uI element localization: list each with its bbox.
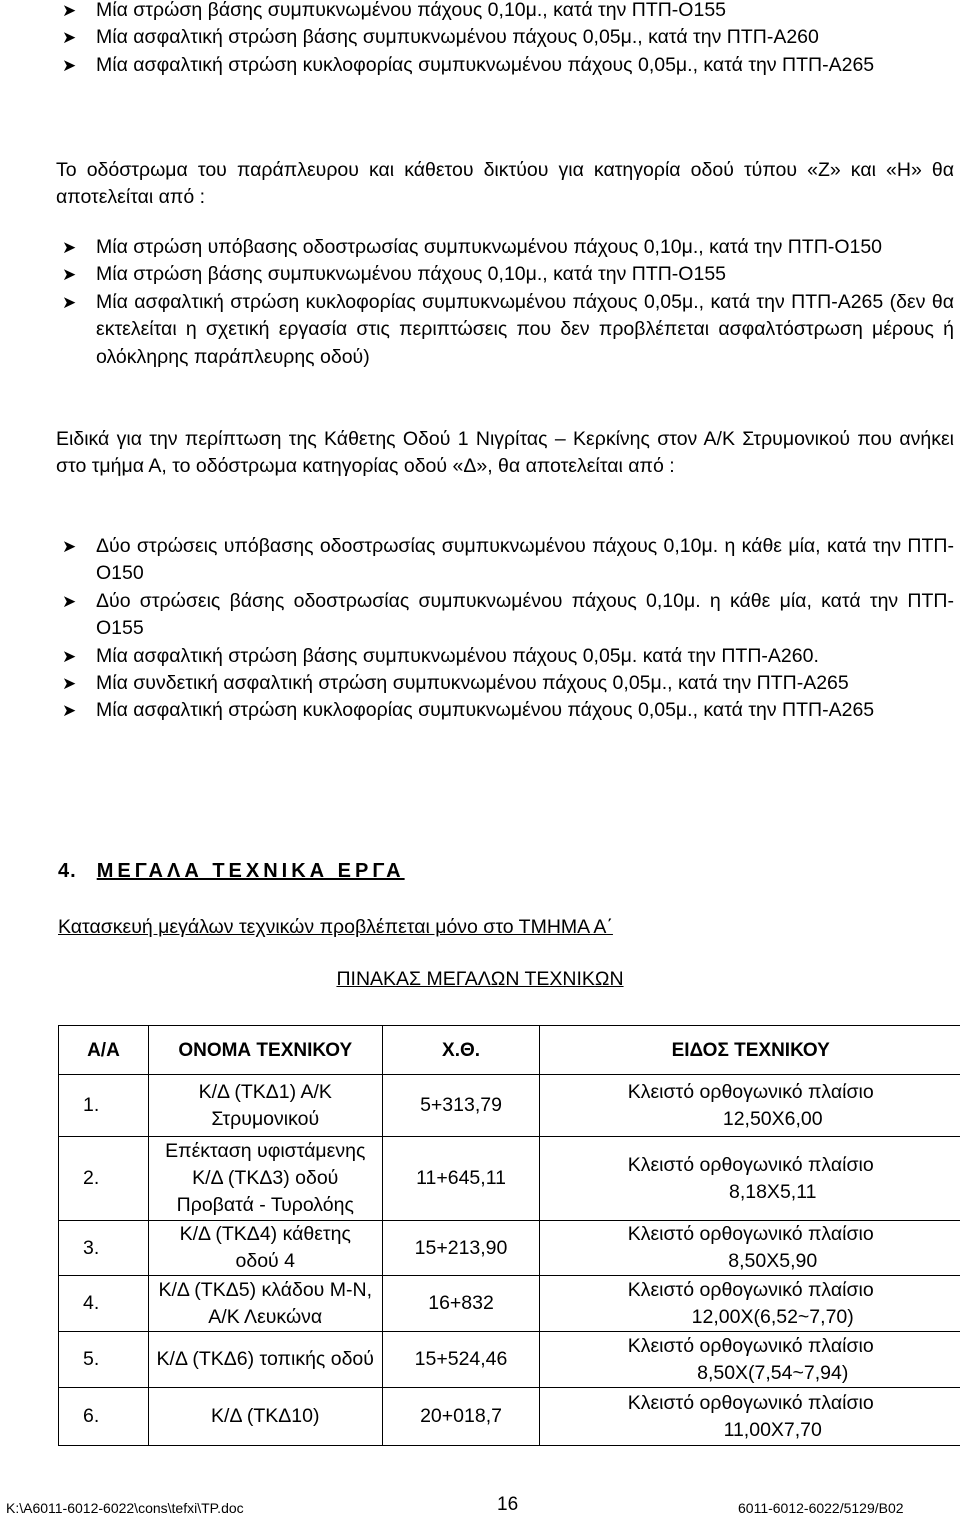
arrow-bullet-icon: ➤ [62,55,77,75]
bullet-list-2 [0,234,960,371]
paragraph-delta: Ειδικά για την περίπτωση της Κάθετης Οδού 1 Νιγρίτας – Κερκίνης στον Α/Κ Στρυμονικού που ανήκει στο τμήμα Α, το οδόστρωμα κατηγορίας οδού «Δ», θα αποτελείται από : [56,428,954,478]
cell-chainage: 15+213,90 [382,1221,540,1276]
cell-aa: 6. [59,1388,149,1446]
arrow-bullet-icon: ➤ [62,537,77,556]
cell-name: Κ/Δ (ΤΚΔ10) [148,1388,382,1446]
bullet-list-1 [0,0,960,79]
table-row [59,1332,960,1388]
list-item: ➤ Μία ασφαλτική στρώση βάσης συμπυκνωμένου πάχους 0,05μ. κατά την ΠΤΠ-Α260. [0,643,960,670]
arrow-bullet-icon: ➤ [62,292,77,312]
cell-name: Κ/Δ (ΤΚΔ5) κλάδου Μ-Ν, Α/Κ Λευκώνα [148,1276,382,1332]
section-title: ΜΕΓΑΛΑ ΤΕΧΝΙΚΑ ΕΡΓΑ [96,860,405,882]
cell-aa: 1. [59,1075,149,1137]
section-number: 4. [58,860,77,882]
list-item: ➤ Μία συνδετική ασφαλτική στρώση συμπυκνωμένου πάχους 0,05μ., κατά την ΠΤΠ-Α265 [0,670,960,697]
cell-chainage: 20+018,7 [382,1388,540,1446]
list-item: ➤ Δύο στρώσεις υπόβασης οδοστρωσίας συμπυκνωμένου πάχους 0,10μ. η κάθε μία, κατά την ΠΤΠ-Ο150 [62,535,954,585]
table-row [59,1221,960,1276]
cell-chainage: 11+645,11 [382,1137,540,1221]
cell-name: Κ/Δ (ΤΚΔ4) κάθετης οδού 4 [148,1221,382,1276]
cell-chainage: 5+313,79 [382,1075,540,1137]
table-header-row [59,1026,960,1075]
section-subtitle: Κατασκευή μεγάλων τεχνικών προβλέπεται μόνο στο ΤΜΗΜΑ Α΄ [58,916,613,938]
cell-type: Κλειστό ορθογωνικό πλαίσιο 8,50Χ(7,54~7,94) [540,1332,960,1388]
cell-name: Επέκταση υφιστάμενης Κ/Δ (ΤΚΔ3) οδού Προβατά - Τυρολόης [148,1137,382,1221]
section-heading [58,860,405,883]
arrow-bullet-icon: ➤ [62,265,77,285]
cell-name: Κ/Δ (ΤΚΔ6) τοπικής οδού [148,1332,382,1388]
cell-chainage: 15+524,46 [382,1332,540,1388]
list-item: ➤ Μία ασφαλτική στρώση βάσης συμπυκνωμένου πάχους 0,05μ., κατά την ΠΤΠ-Α260 [0,24,960,51]
cell-type: Κλειστό ορθογωνικό πλαίσιο 8,50Χ5,90 [540,1221,960,1276]
list-item: ➤ Μία στρώση βάσης συμπυκνωμένου πάχους 0,10μ., κατά την ΠΤΠ-Ο155 [0,261,960,288]
footer-file-path: K:\A6011-6012-6022\cons\tefxi\TP.doc [6,1500,244,1516]
cell-aa: 3. [59,1221,149,1276]
cell-name: Κ/Δ (ΤΚΔ1) Α/Κ Στρυμονικού [148,1075,382,1137]
arrow-bullet-icon: ➤ [62,28,77,48]
arrow-bullet-icon: ➤ [62,701,77,721]
table-row [59,1137,960,1221]
arrow-bullet-icon: ➤ [62,1,77,20]
paragraph-zh: Το οδόστρωμα του παράπλευρου και κάθετου δικτύου για κατηγορία οδού τύπου «Ζ» και «Η» θα αποτελείται από : [56,159,954,209]
technical-works-table [58,1025,960,1446]
footer-page-number: 16 [497,1494,519,1515]
list-item: ➤ Μία στρώση υπόβασης οδοστρωσίας συμπυκνωμένου πάχους 0,10μ., κατά την ΠΤΠ-Ο150 [0,234,960,261]
list-item: ➤ Μία ασφαλτική στρώση κυκλοφορίας συμπυκνωμένου πάχους 0,05μ., κατά την ΠΤΠ-Α265 (δεν θα εκτελείται η σχετική εργασία στις περιπτώσεις που δεν προβλέπεται ασφαλτόστρωση μέρους ή ολόκληρης παράπλευρης οδού) [62,290,954,368]
arrow-bullet-icon: ➤ [62,591,77,611]
column-header: ΟΝΟΜΑ ΤΕΧΝΙΚΟΥ [148,1026,382,1075]
list-item: ➤ Μία στρώση βάσης συμπυκνωμένου πάχους 0,10μ., κατά την ΠΤΠ-Ο155 [0,0,960,24]
arrow-bullet-icon: ➤ [62,238,77,257]
table-row [59,1276,960,1332]
arrow-bullet-icon: ➤ [62,674,77,694]
cell-type: Κλειστό ορθογωνικό πλαίσιο 12,50Χ6,00 [540,1075,960,1137]
column-header: Α/Α [59,1026,149,1075]
cell-aa: 2. [59,1137,149,1221]
cell-type: Κλειστό ορθογωνικό πλαίσιο 8,18Χ5,11 [540,1137,960,1221]
cell-aa: 5. [59,1332,149,1388]
list-item: ➤ Μία ασφαλτική στρώση κυκλοφορίας συμπυκνωμένου πάχους 0,05μ., κατά την ΠΤΠ-Α265 [0,52,960,79]
list-item: ➤ Μία ασφαλτική στρώση κυκλοφορίας συμπυκνωμένου πάχους 0,05μ., κατά την ΠΤΠ-Α265 [0,697,960,724]
column-header: Χ.Θ. [382,1026,540,1075]
cell-chainage: 16+832 [382,1276,540,1332]
column-header: ΕΙΔΟΣ ΤΕΧΝΙΚΟΥ [540,1026,960,1075]
table-row [59,1075,960,1137]
cell-aa: 4. [59,1276,149,1332]
table-row [59,1388,960,1446]
footer-document-code: 6011-6012-6022/5129/B02 [738,1500,904,1516]
arrow-bullet-icon: ➤ [62,646,77,666]
list-item: ➤ Δύο στρώσεις βάσης οδοστρωσίας συμπυκνωμένου πάχους 0,10μ. η κάθε μία, κατά την ΠΤΠ-Ο155 [62,589,954,640]
table-title: ΠΙΝΑΚΑΣ ΜΕΓΑΛΩΝ ΤΕΧΝΙΚΩΝ [336,968,624,990]
cell-type: Κλειστό ορθογωνικό πλαίσιο 12,00Χ(6,52~7,70) [540,1276,960,1332]
bullet-list-3 [0,533,960,725]
cell-type: Κλειστό ορθογωνικό πλαίσιο 11,00Χ7,70 [540,1388,960,1446]
